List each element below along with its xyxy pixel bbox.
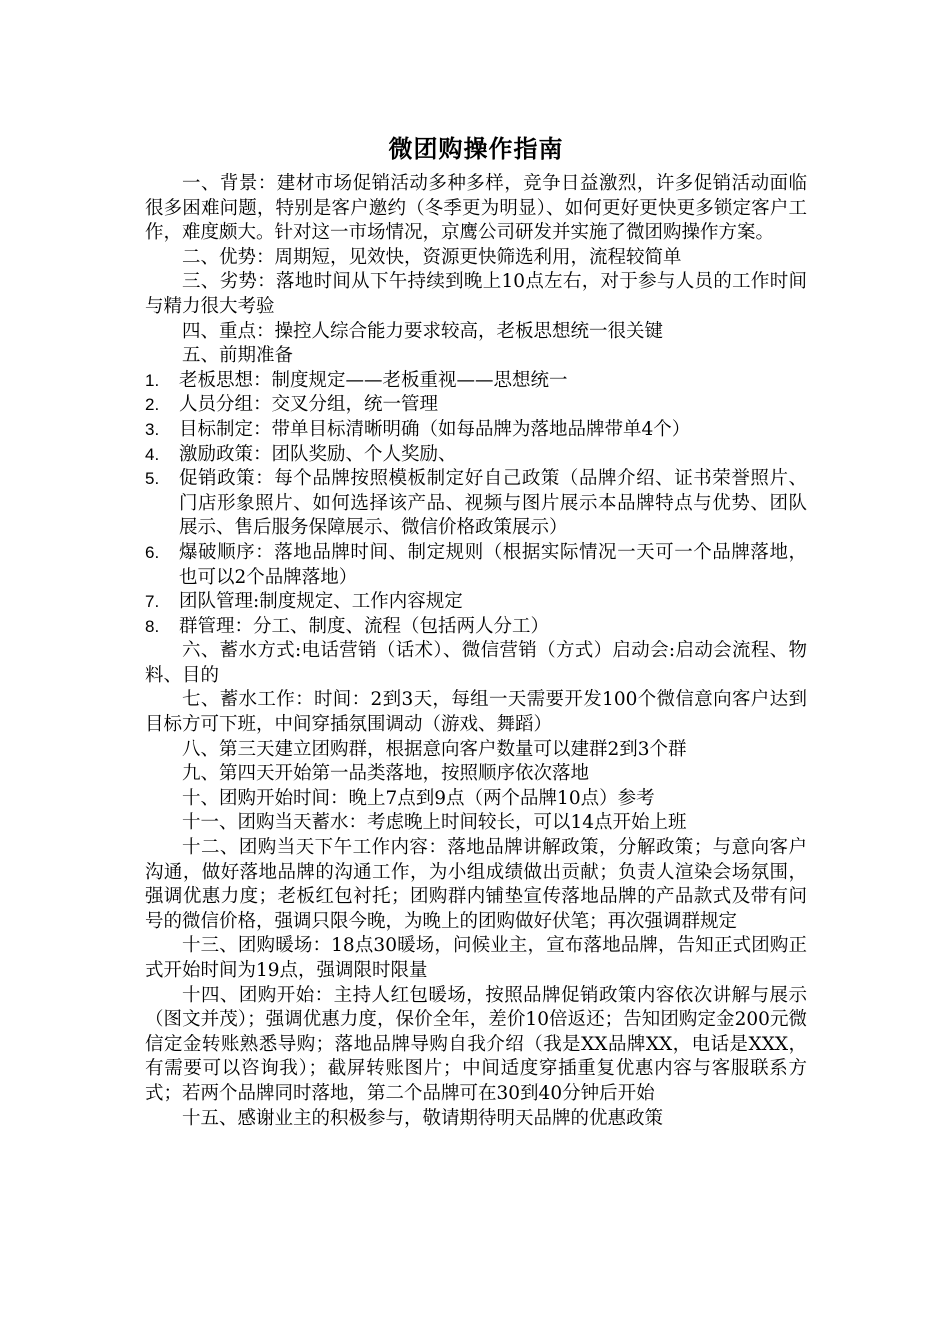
list-item xyxy=(145,541,807,590)
list-number: 6. xyxy=(145,542,160,562)
paragraph-key-points: 四、重点：操控人综合能力要求较高，老板思想统一很关键 xyxy=(182,320,664,342)
paragraph-same-day-storage: 十一、团购当天蓄水：考虑晚上时间较长，可以14点开始上班 xyxy=(182,812,687,834)
list-number: 1. xyxy=(145,370,160,390)
list-item xyxy=(145,393,807,418)
list-number: 7. xyxy=(145,592,160,612)
list-item xyxy=(145,590,807,615)
list-item-text: 团队管理:制度规定、工作内容规定 xyxy=(179,591,463,613)
paragraph-preparation-heading: 五、前期准备 xyxy=(182,345,294,367)
paragraph-storage-method: 六、蓄水方式:电话营销（话术）、微信营销（方式）启动会:启动会流程、物料、目的 xyxy=(145,640,807,686)
list-number: 5. xyxy=(145,469,160,489)
list-item-text: 激励政策：团队奖励、个人奖励、 xyxy=(179,443,457,465)
paragraph-background: 一、背景：建材市场促销活动多种多样，竞争日益激烈，许多促销活动面临很多困难问题，特别是客户邀约（冬季更为明显）、如何更好更快更多锁定客户工作，难度颇大。针对这一市场情况，京鹰公司研发并实施了微团购操作方案。 xyxy=(145,173,807,244)
list-number: 4. xyxy=(145,444,160,464)
list-item-text: 人员分组：交叉分组，统一管理 xyxy=(179,394,439,416)
list-number: 2. xyxy=(145,395,160,415)
paragraph-warmup: 十三、团购暖场：18点30暖场，问候业主，宣布落地品牌，告知正式团购正式开始时间为19点，强调限时限量 xyxy=(145,935,807,981)
list-item-text: 老板思想：制度规定——老板重视——思想统一 xyxy=(179,369,568,391)
list-item-text: 爆破顺序：落地品牌时间、制定规则（根据实际情况一天可一个品牌落地，也可以2个品牌落地） xyxy=(179,541,807,588)
document-title: 微团购操作指南 xyxy=(388,135,564,163)
paragraph-storage-work: 七、蓄水工作：时间：2到3天，每组一天需要开发100个微信意向客户达到目标方可下班，中间穿插氛围调动（游戏、舞蹈） xyxy=(145,689,807,736)
paragraph-disadvantages: 三、劣势：落地时间从下午持续到晚上10点左右，对于参与人员的工作时间与精力很大考验 xyxy=(145,271,807,317)
list-item-text: 群管理：分工、制度、流程（包括两人分工） xyxy=(179,615,550,637)
list-item xyxy=(145,369,807,394)
list-item xyxy=(145,467,807,541)
paragraph-group-buy-start: 十四、团购开始：主持人红包暖场，按照品牌促销政策内容依次讲解与展示（图文并茂）；强调优惠力度，保价全年，差价10倍返还；告知团购定金200元微信定金转账熟悉导购；落地品牌导购自我介绍（我是XX品牌XX，电话是XXX，有需要可以咨询我）；截屏转账图片；中间适度穿插重复优惠内容与客服联系方式；若两个品牌同时落地，第二个品牌可在30到40分钟后开始 xyxy=(145,984,807,1104)
list-item-text: 目标制定：带单目标清晰明确（如每品牌为落地品牌带单4个） xyxy=(179,418,691,440)
paragraph-day-four: 九、第四天开始第一品类落地，按照顺序依次落地 xyxy=(182,763,590,785)
paragraph-advantages: 二、优势：周期短，见效快，资源更快筛选利用，流程较简单 xyxy=(182,246,682,268)
paragraph-start-time: 十、团购开始时间：晚上7点到9点（两个品牌10点）参考 xyxy=(182,787,655,809)
list-item xyxy=(145,615,807,640)
paragraph-thanks: 十五、感谢业主的积极参与，敬请期待明天品牌的优惠政策 xyxy=(182,1107,664,1129)
document-page xyxy=(145,130,807,1131)
list-item xyxy=(145,418,807,443)
paragraph-afternoon-work: 十二、团购当天下午工作内容：落地品牌讲解政策，分解政策；与意向客户沟通，做好落地品牌的沟通工作，为小组成绩做出贡献；负责人渲染会场氛围，强调优惠力度；老板红包衬托；团购群内铺垫宣传落地品牌的产品款式及带有问号的微信价格，强调只限今晚，为晚上的团购做好伏笔；再次强调群规定 xyxy=(145,837,807,932)
list-item xyxy=(145,443,807,468)
paragraph-day-three: 八、第三天建立团购群，根据意向客户数量可以建群2到3个群 xyxy=(182,738,687,760)
list-number: 3. xyxy=(145,419,160,439)
preparation-list xyxy=(145,369,807,640)
list-number: 8. xyxy=(145,616,160,636)
list-item-text: 促销政策：每个品牌按照模板制定好自己政策（品牌介绍、证书荣誉照片、门店形象照片、如何选择该产品、视频与图片展示本品牌特点与优势、团队展示、售后服务保障展示、微信价格政策展示） xyxy=(179,468,807,539)
